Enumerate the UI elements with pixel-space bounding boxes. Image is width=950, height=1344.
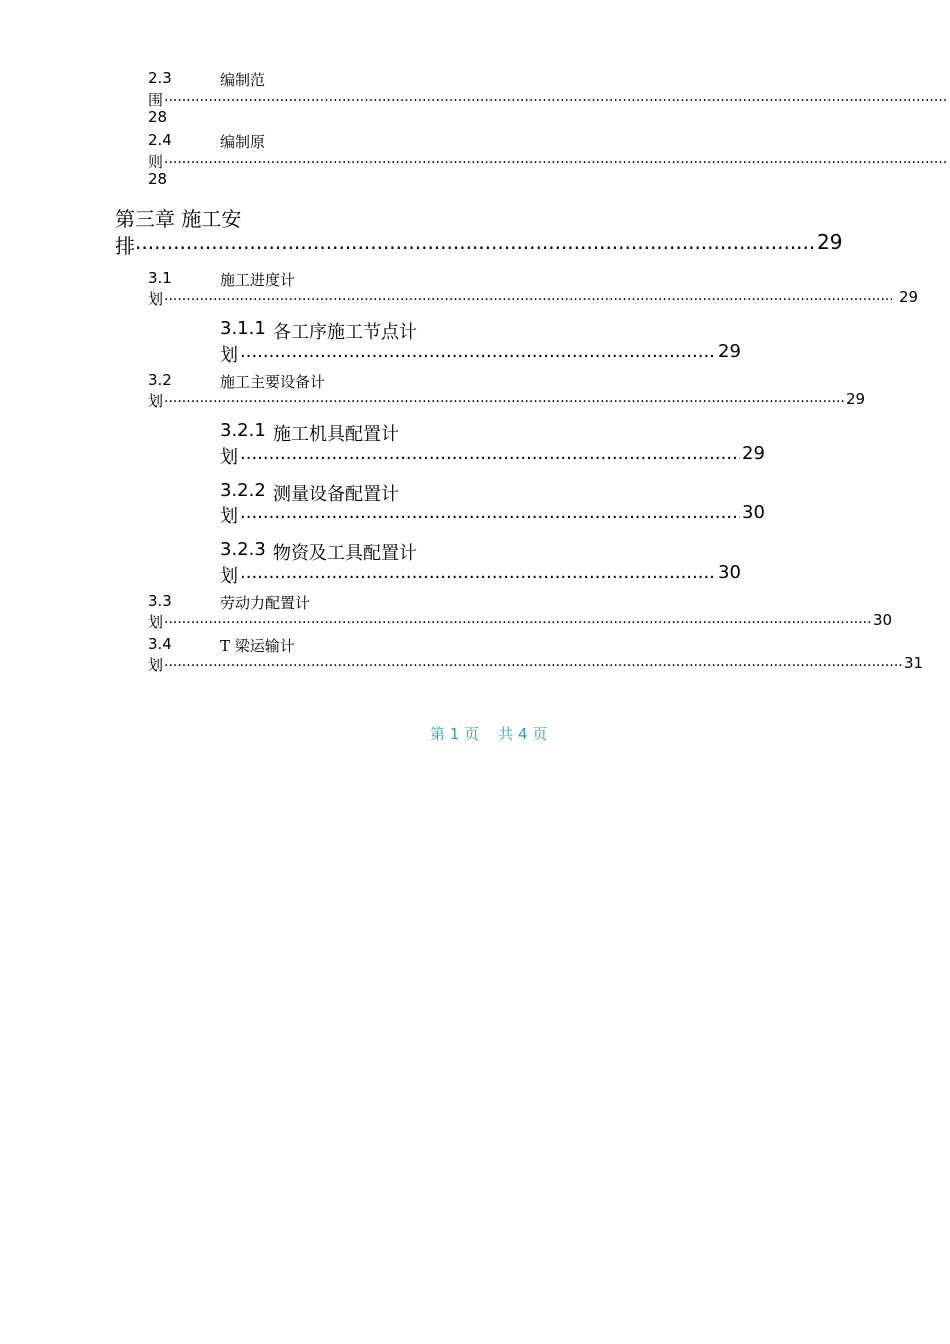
toc-leader <box>240 443 740 464</box>
toc-title: 施工机具配置计 <box>273 424 399 445</box>
toc-title: 施工主要设备计 <box>220 373 326 391</box>
toc-page: 29 <box>742 443 765 464</box>
toc-leader <box>164 390 845 406</box>
toc-title: 物资及工具配置计 <box>273 543 417 564</box>
toc-page: 30 <box>873 611 893 629</box>
toc-title-cont: 划 <box>220 506 238 527</box>
toc-title-cont: 围 <box>148 91 164 109</box>
toc-number: 3.4 <box>148 635 172 653</box>
toc-leader <box>164 151 946 167</box>
toc-title-cont: 划 <box>220 447 238 468</box>
footer-suffix: 页 <box>532 725 548 743</box>
toc-leader <box>135 230 815 254</box>
chapter-title: 第三章 施工安 <box>115 207 242 231</box>
toc-title-cont: 划 <box>148 656 164 674</box>
toc-leader <box>164 89 946 105</box>
toc-title: 编制原 <box>220 133 266 151</box>
toc-number: 3.2.1 <box>220 420 266 441</box>
toc-title: 编制范 <box>220 71 266 89</box>
toc-leader <box>164 654 903 670</box>
toc-page: 30 <box>718 562 741 583</box>
toc-page: 29 <box>899 288 919 306</box>
toc-page: 28 <box>148 170 168 188</box>
toc-title-cont: 划 <box>220 566 238 587</box>
toc-title-cont: 划 <box>220 345 238 366</box>
page-footer <box>430 723 547 744</box>
toc-page: 29 <box>846 390 866 408</box>
footer-current-page: 1 <box>449 725 460 743</box>
toc-page: 31 <box>904 654 924 672</box>
toc-number: 2.4 <box>148 131 172 149</box>
toc-leader <box>164 288 892 304</box>
chapter-title-cont: 排 <box>115 234 135 258</box>
footer-prefix: 第 <box>430 725 446 743</box>
toc-title-cont: 划 <box>148 290 164 308</box>
toc-title: 各工序施工节点计 <box>273 322 417 343</box>
toc-leader <box>240 562 716 583</box>
footer-total-pages: 4 <box>517 725 528 743</box>
toc-page: 28 <box>148 108 168 126</box>
toc-leader <box>240 341 716 362</box>
toc-title: T 梁运输计 <box>220 637 295 655</box>
toc-title: 测量设备配置计 <box>273 484 399 505</box>
toc-number: 2.3 <box>148 69 172 87</box>
toc-title-cont: 则 <box>148 153 164 171</box>
toc-title-cont: 划 <box>148 392 164 410</box>
toc-number: 3.2.3 <box>220 539 266 560</box>
toc-page: 29 <box>817 230 843 254</box>
toc-page: 30 <box>742 502 765 523</box>
toc-title: 施工进度计 <box>220 271 296 289</box>
toc-title-cont: 划 <box>148 613 164 631</box>
toc-number: 3.1 <box>148 269 172 287</box>
toc-page: 29 <box>718 341 741 362</box>
toc-leader <box>240 502 740 523</box>
toc-number: 3.3 <box>148 592 172 610</box>
toc-number: 3.2.2 <box>220 480 266 501</box>
toc-leader <box>164 611 872 627</box>
toc-number: 3.1.1 <box>220 318 266 339</box>
footer-mid: 页 共 <box>464 725 514 743</box>
toc-title: 劳动力配置计 <box>220 594 311 612</box>
toc-number: 3.2 <box>148 371 172 389</box>
